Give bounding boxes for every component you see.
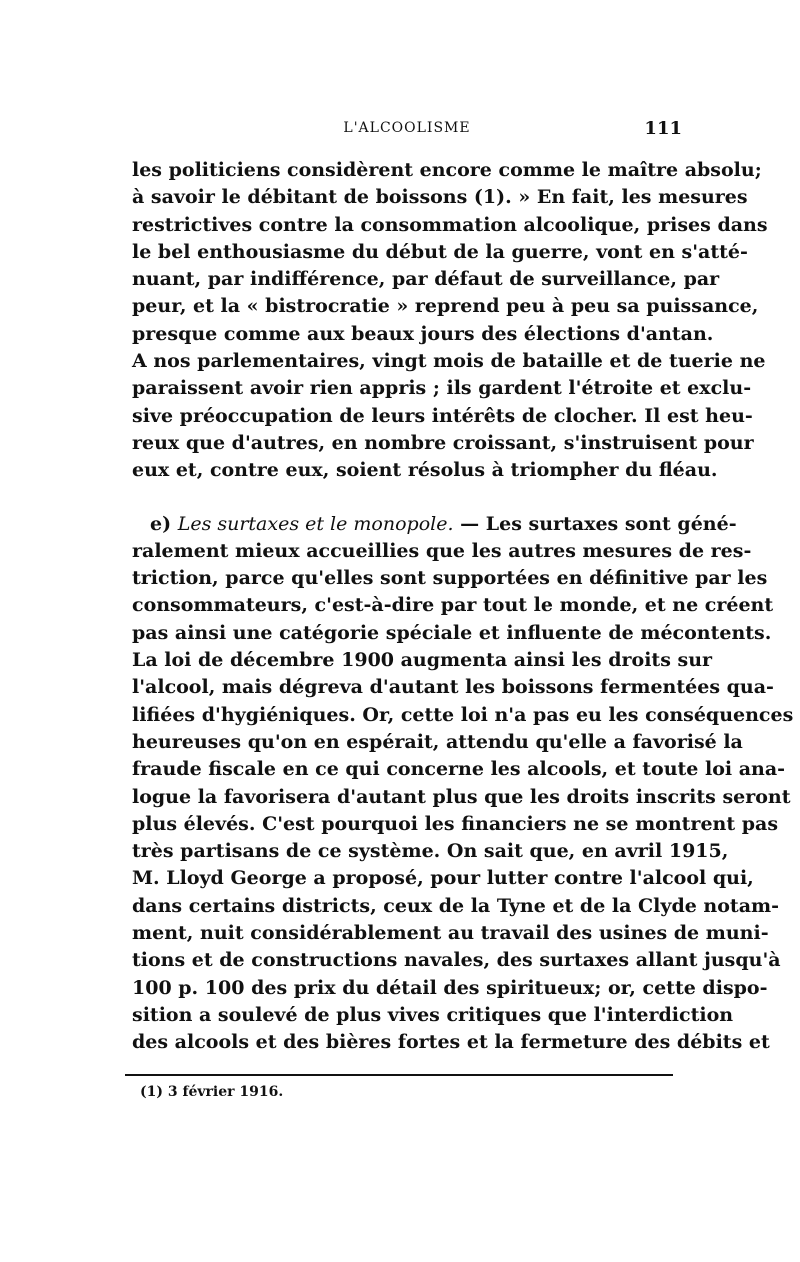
text-line: très partisans de ce système. On sait que, en avril 1915,: [132, 840, 729, 863]
text-line: sive préoccupation de leurs intérêts de clocher. Il est heu-: [132, 404, 753, 427]
text-line: logue la favorisera d'autant plus que les droits inscrits seront: [132, 785, 791, 808]
page-header: [132, 118, 682, 142]
text-fragment: — Les surtaxes sont géné-: [460, 512, 737, 535]
text-line: nuant, par indifférence, par défaut de surveillance, par: [132, 268, 720, 291]
text-line: M. Lloyd George a proposé, pour lutter contre l'alcool qui,: [132, 867, 754, 890]
text-line: lifiées d'hygiéniques. Or, cette loi n'a pas eu les conséquences: [132, 703, 794, 726]
text-line: ralement mieux accueillies que les autres mesures de res-: [132, 539, 752, 562]
text-line: tions et de constructions navales, des surtaxes allant jusqu'à: [132, 949, 781, 972]
text-line: restrictives contre la consommation alcoolique, prises dans: [132, 213, 768, 236]
footnote: (1) 3 février 1916.: [140, 1084, 284, 1100]
paragraph-2: [132, 511, 794, 1057]
paragraph-1: [132, 157, 768, 485]
text-line: A nos parlementaires, vingt mois de bataille et de tuerie ne: [132, 350, 766, 373]
section-heading: Les surtaxes et le monopole.: [177, 512, 454, 535]
text-line: fraude fiscale en ce qui concerne les alcools, et toute loi ana-: [132, 758, 786, 781]
text-line: eux et, contre eux, soient résolus à triompher du fléau.: [132, 459, 718, 482]
text-line: 100 p. 100 des prix du détail des spiritueux; or, cette dispo-: [132, 976, 768, 999]
text-line: La loi de décembre 1900 augmenta ainsi les droits sur: [132, 649, 713, 672]
body-text: [132, 157, 794, 1057]
text-line: des alcools et des bières fortes et la fermeture des débits et: [132, 1031, 770, 1054]
text-line: heureuses qu'on en espérait, attendu qu'elle a favorisé la: [132, 730, 743, 753]
text-line: consommateurs, c'est-à-dire par tout le monde, et ne créent: [132, 594, 774, 617]
text-line: presque comme aux beaux jours des élections d'antan.: [132, 322, 714, 345]
text-line: dans certains districts, ceux de la Tyne et de la Clyde notam-: [132, 894, 779, 917]
running-title: L'ALCOOLISME: [343, 120, 471, 136]
paragraph-spacer: [132, 485, 676, 511]
text-line: l'alcool, mais dégreva d'autant les boissons fermentées qua-: [132, 676, 774, 699]
text-line: peur, et la « bistrocratie » reprend peu à peu sa puissance,: [132, 295, 759, 318]
text-line: triction, parce qu'elles sont supportées en définitive par les: [132, 567, 768, 590]
section-first-line: [132, 511, 737, 538]
text-line: les politiciens considèrent encore comme le maître absolu;: [132, 159, 762, 181]
page-number: 111: [644, 118, 682, 139]
text-line: plus élevés. C'est pourquoi les financiers ne se montrent pas: [132, 812, 779, 835]
text-line: paraissent avoir rien appris ; ils gardent l'étroite et exclu-: [132, 377, 752, 400]
footnote-rule: [125, 1074, 673, 1076]
text-line: reux que d'autres, en nombre croissant, s'instruisent pour: [132, 431, 754, 454]
section-marker: e): [150, 512, 172, 535]
text-line: à savoir le débitant de boissons (1). » En fait, les mesures: [132, 186, 748, 209]
text-line: sition a soulevé de plus vives critiques que l'interdiction: [132, 1003, 734, 1026]
text-line: le bel enthousiasme du début de la guerre, vont en s'atté-: [132, 240, 748, 263]
text-line: ment, nuit considérablement au travail des usines de muni-: [132, 922, 769, 945]
text-line: pas ainsi une catégorie spéciale et influente de mécontents.: [132, 621, 772, 644]
